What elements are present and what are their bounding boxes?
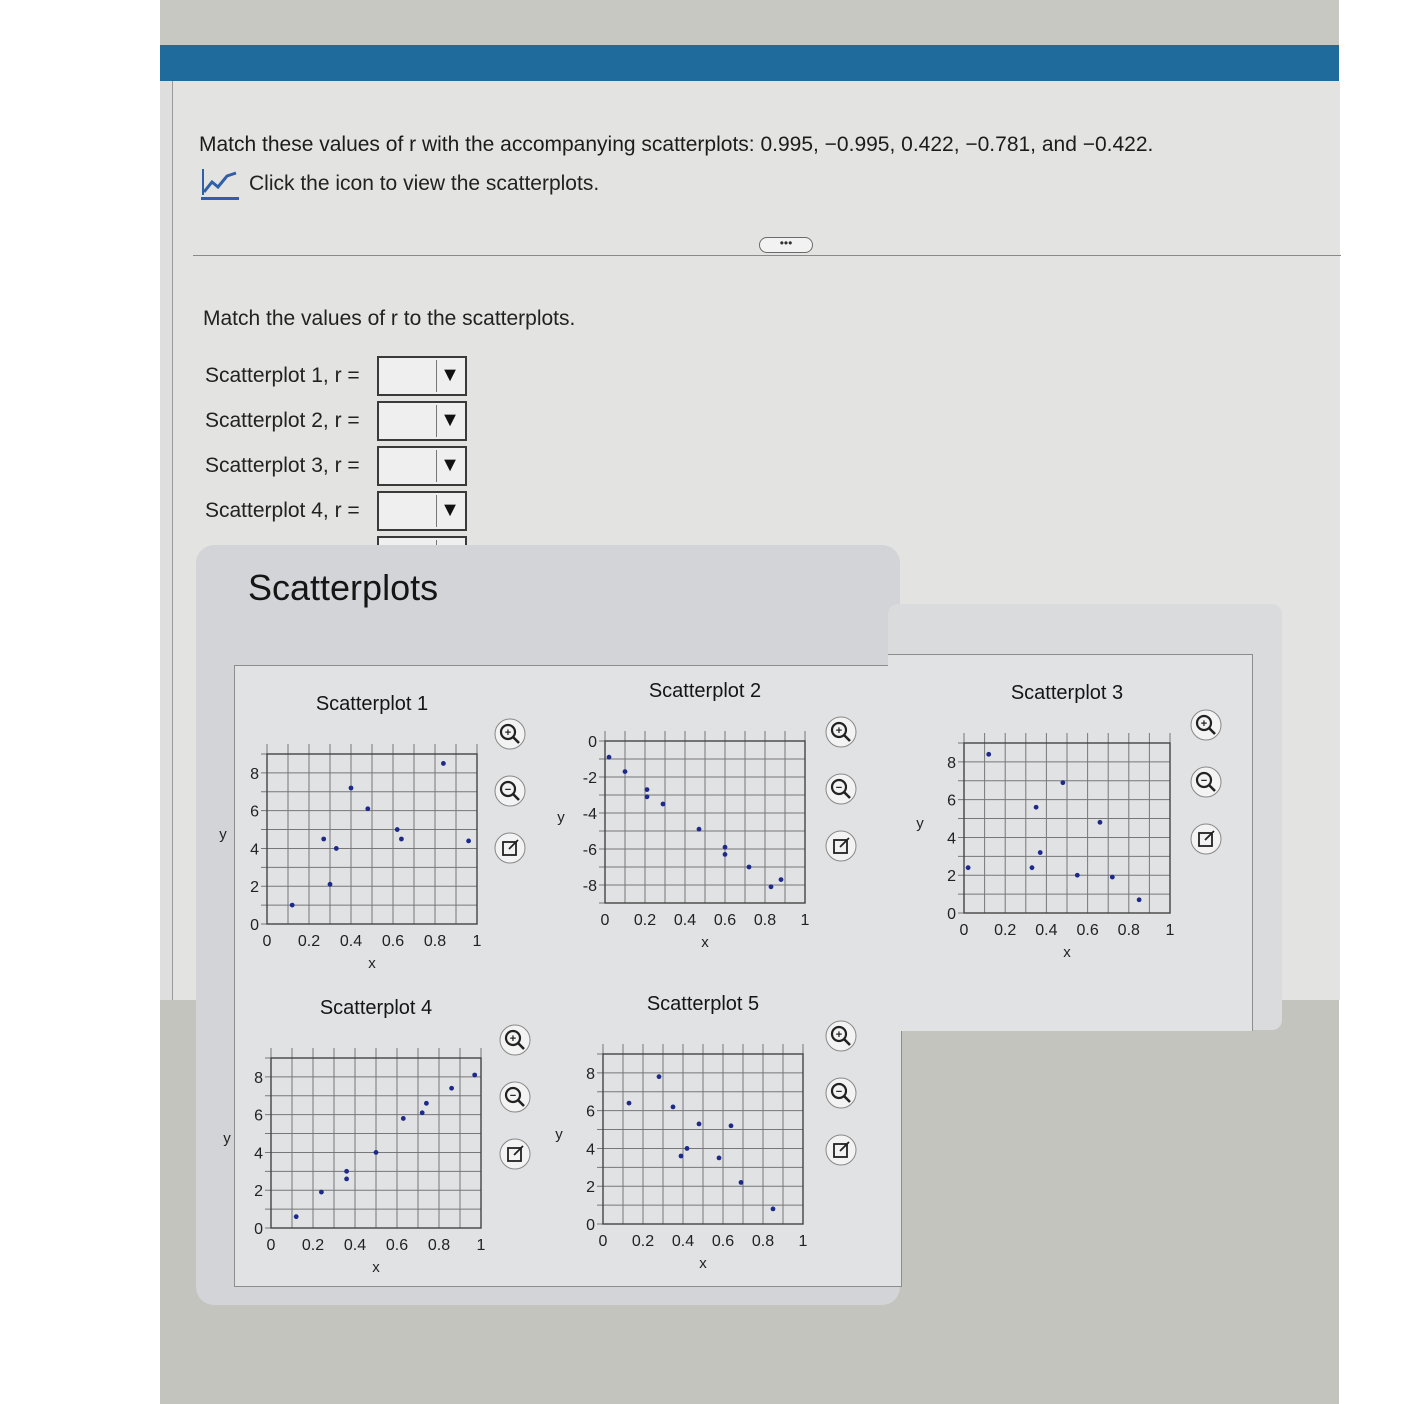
- y-tick-label: 6: [254, 1107, 263, 1125]
- y-tick-label: 8: [250, 765, 259, 783]
- y-tick-label: 8: [947, 754, 956, 772]
- y-tick-label: 6: [586, 1103, 595, 1121]
- zoom-in-icon[interactable]: [495, 719, 525, 749]
- scatterplot-4: [223, 997, 485, 1276]
- scatterplot-link-text[interactable]: Click the icon to view the scatterplots.: [249, 171, 600, 195]
- instruction-text: Match the values of r to the scatterplots.: [203, 307, 576, 330]
- y-tick-label: 6: [947, 792, 956, 810]
- data-point: [424, 1101, 429, 1106]
- data-point: [627, 1101, 632, 1106]
- scatterplot-5: [555, 993, 807, 1272]
- answer-row-2: [205, 398, 467, 443]
- scatterplot-2: [557, 680, 809, 951]
- data-point: [645, 794, 650, 799]
- x-tick-label: 1: [798, 1233, 808, 1250]
- divider: [193, 255, 1341, 256]
- r-dropdown-1[interactable]: [377, 356, 467, 396]
- plot-tools: [500, 1025, 530, 1169]
- scatterplot-3: [916, 682, 1174, 961]
- plots-area: [219, 665, 902, 1287]
- magnifier-sign: −: [509, 1090, 517, 1102]
- r-dropdown-2[interactable]: [377, 401, 467, 441]
- y-tick-label: 8: [254, 1069, 263, 1087]
- y-axis-label: y: [223, 1130, 231, 1147]
- x-tick-label: 0: [262, 933, 272, 950]
- x-tick-label: 0.8: [751, 1233, 775, 1250]
- r-dropdown-3[interactable]: [377, 446, 467, 486]
- zoom-out-icon[interactable]: [826, 774, 856, 804]
- x-tick-label: 0.8: [753, 912, 777, 929]
- data-point: [623, 769, 628, 774]
- data-point: [1060, 780, 1065, 785]
- data-point: [321, 837, 326, 842]
- x-tick-label: 0.2: [633, 912, 657, 929]
- x-tick-label: 0.6: [1076, 922, 1099, 939]
- data-point: [319, 1190, 324, 1195]
- y-tick-label: -2: [582, 770, 597, 787]
- y-axis-label: y: [219, 826, 227, 843]
- data-point: [466, 838, 471, 843]
- x-tick-label: 0: [266, 1237, 276, 1254]
- r-dropdown-4[interactable]: [377, 491, 467, 531]
- data-point: [679, 1154, 684, 1159]
- x-tick-label: 0.4: [1035, 922, 1058, 939]
- plot3-svg: [888, 655, 1252, 1031]
- magnifier-sign: −: [835, 1086, 843, 1098]
- plot-title: Scatterplot 4: [319, 997, 433, 1019]
- y-tick-label: 2: [947, 868, 956, 886]
- x-tick-label: 0.2: [301, 1237, 325, 1254]
- x-tick-label: 1: [472, 933, 482, 950]
- magnifier-sign: +: [504, 727, 512, 739]
- data-point: [747, 865, 752, 870]
- data-point: [395, 827, 400, 832]
- zoom-in-icon[interactable]: [826, 1021, 856, 1051]
- plot-title: Scatterplot 2: [648, 680, 762, 702]
- data-point: [1137, 897, 1142, 902]
- zoom-in-icon[interactable]: [500, 1025, 530, 1055]
- data-point: [966, 865, 971, 870]
- zoom-out-icon[interactable]: [495, 776, 525, 806]
- x-tick-label: 0.4: [343, 1237, 367, 1254]
- data-point: [645, 787, 650, 792]
- data-point: [771, 1206, 776, 1211]
- y-axis-label: y: [557, 809, 565, 826]
- x-axis-label: x: [701, 934, 709, 951]
- x-tick-label: 1: [476, 1237, 486, 1254]
- zoom-in-icon[interactable]: [1191, 710, 1221, 740]
- more-button[interactable]: •••: [759, 237, 813, 253]
- x-tick-label: 0.8: [427, 1237, 451, 1254]
- data-point: [723, 845, 728, 850]
- magnifier-sign: +: [835, 725, 843, 737]
- y-tick-label: 0: [586, 1217, 595, 1234]
- plot3-area: [888, 654, 1253, 1031]
- y-axis-label: y: [916, 815, 924, 832]
- data-point: [290, 903, 295, 908]
- x-tick-label: 0: [598, 1233, 608, 1250]
- x-tick-label: 0.6: [385, 1237, 409, 1254]
- open-external-icon[interactable]: [1191, 824, 1221, 854]
- data-point: [1110, 875, 1115, 880]
- plot-tools: [1191, 710, 1221, 854]
- plot-title: Scatterplot 3: [1010, 682, 1124, 704]
- line-chart-icon[interactable]: [201, 167, 239, 200]
- x-tick-label: 0: [959, 922, 969, 939]
- data-point: [365, 806, 370, 811]
- answer-row-4: [205, 488, 467, 533]
- x-tick-label: 0.4: [673, 912, 697, 929]
- x-tick-label: 1: [1165, 922, 1175, 939]
- data-point: [986, 752, 991, 757]
- row-label: Scatterplot 2, r =: [205, 408, 360, 432]
- magnifier-sign: +: [835, 1029, 843, 1041]
- magnifier-sign: −: [504, 784, 512, 796]
- y-tick-label: 2: [586, 1179, 595, 1197]
- data-point: [769, 884, 774, 889]
- x-tick-label: 0.6: [381, 933, 405, 950]
- data-point: [401, 1116, 406, 1121]
- data-point: [671, 1104, 676, 1109]
- data-point: [723, 852, 728, 857]
- y-tick-label: 4: [947, 830, 956, 848]
- dropdown-arrow-icon[interactable]: ▼: [436, 405, 463, 437]
- magnifier-sign: +: [509, 1033, 517, 1045]
- y-tick-label: 0: [250, 917, 259, 934]
- x-axis-label: x: [699, 1255, 707, 1272]
- x-tick-label: 0.6: [711, 1233, 735, 1250]
- question-text: Match these values of r with the accompanying scatterplots: 0.995, −0.995, 0.422, −0.781, and −0.422.: [199, 133, 1154, 156]
- y-tick-label: -6: [582, 842, 597, 859]
- answer-row-1: [205, 353, 467, 398]
- plots-svg: [219, 666, 901, 1286]
- photo-background: [160, 0, 1339, 1404]
- x-axis-label: x: [368, 955, 376, 972]
- magnifier-sign: +: [1200, 718, 1208, 730]
- y-tick-label: 0: [588, 734, 597, 751]
- x-tick-label: 0.4: [339, 933, 363, 950]
- data-point: [739, 1180, 744, 1185]
- scatterplots-panel: [196, 545, 900, 1305]
- panel-title: Scatterplots: [248, 567, 439, 608]
- data-point: [1030, 865, 1035, 870]
- zoom-out-icon[interactable]: [826, 1078, 856, 1108]
- top-bar: [160, 45, 1339, 81]
- data-point: [697, 1121, 702, 1126]
- y-tick-label: -8: [582, 878, 597, 895]
- data-point: [661, 802, 666, 807]
- data-point: [334, 846, 339, 851]
- data-point: [697, 827, 702, 832]
- open-external-icon[interactable]: [495, 833, 525, 863]
- y-tick-label: 4: [254, 1145, 263, 1163]
- data-point: [374, 1150, 379, 1155]
- open-external-icon[interactable]: [826, 1135, 856, 1165]
- data-point: [779, 877, 784, 882]
- scatterplot-1: [219, 693, 481, 972]
- y-tick-label: 4: [586, 1141, 595, 1159]
- data-point: [328, 882, 333, 887]
- plot-title: Scatterplot 1: [315, 693, 429, 715]
- y-tick-label: 8: [586, 1065, 595, 1083]
- data-point: [441, 761, 446, 766]
- x-tick-label: 1: [800, 912, 810, 929]
- data-point: [344, 1176, 349, 1181]
- x-tick-label: 0.8: [423, 933, 447, 950]
- dropdown-arrow-icon[interactable]: ▼: [436, 360, 463, 392]
- x-tick-label: 0.2: [631, 1233, 655, 1250]
- open-external-icon[interactable]: [500, 1139, 530, 1169]
- data-point: [399, 837, 404, 842]
- data-point: [1038, 850, 1043, 855]
- magnifier-sign: −: [835, 782, 843, 794]
- data-point: [420, 1110, 425, 1115]
- open-external-icon[interactable]: [826, 831, 856, 861]
- data-point: [685, 1146, 690, 1151]
- y-axis-label: y: [555, 1126, 563, 1143]
- y-tick-label: 4: [250, 841, 259, 859]
- zoom-out-icon[interactable]: [1191, 767, 1221, 797]
- data-point: [294, 1214, 299, 1219]
- row-label: Scatterplot 4, r =: [205, 498, 360, 522]
- y-tick-label: 2: [254, 1183, 263, 1201]
- x-axis-label: x: [372, 1259, 380, 1276]
- data-point: [1034, 805, 1039, 810]
- x-tick-label: 0.6: [713, 912, 737, 929]
- plot-tools: [826, 717, 856, 861]
- x-tick-label: 0.8: [1117, 922, 1140, 939]
- dropdown-arrow-icon[interactable]: ▼: [436, 450, 463, 482]
- data-point: [729, 1123, 734, 1128]
- answer-row-3: [205, 443, 467, 488]
- magnifier-sign: −: [1200, 775, 1208, 787]
- row-label: Scatterplot 3, r =: [205, 453, 360, 477]
- y-tick-label: 0: [254, 1221, 263, 1238]
- data-point: [344, 1169, 349, 1174]
- plot-title: Scatterplot 5: [646, 993, 760, 1015]
- x-tick-label: 0: [600, 912, 610, 929]
- data-point: [657, 1074, 662, 1079]
- scatterplot-link-row[interactable]: [201, 167, 599, 200]
- y-tick-label: -4: [582, 806, 597, 823]
- dropdown-arrow-icon[interactable]: ▼: [436, 495, 463, 527]
- data-point: [349, 786, 354, 791]
- x-tick-label: 0.4: [671, 1233, 695, 1250]
- row-label: Scatterplot 1, r =: [205, 363, 360, 387]
- plot-tools: [826, 1021, 856, 1165]
- y-tick-label: 0: [947, 906, 956, 923]
- y-tick-label: 6: [250, 803, 259, 821]
- scatterplot-3-window: [888, 604, 1282, 1030]
- plot-tools: [495, 719, 525, 863]
- x-axis-label: x: [1063, 944, 1071, 961]
- zoom-in-icon[interactable]: [826, 717, 856, 747]
- x-tick-label: 0.2: [297, 933, 321, 950]
- data-point: [449, 1086, 454, 1091]
- y-tick-label: 2: [250, 879, 259, 897]
- data-point: [1075, 873, 1080, 878]
- data-point: [472, 1073, 477, 1078]
- data-point: [607, 755, 612, 760]
- zoom-out-icon[interactable]: [500, 1082, 530, 1112]
- data-point: [1098, 820, 1103, 825]
- x-tick-label: 0.2: [994, 922, 1017, 939]
- data-point: [717, 1155, 722, 1160]
